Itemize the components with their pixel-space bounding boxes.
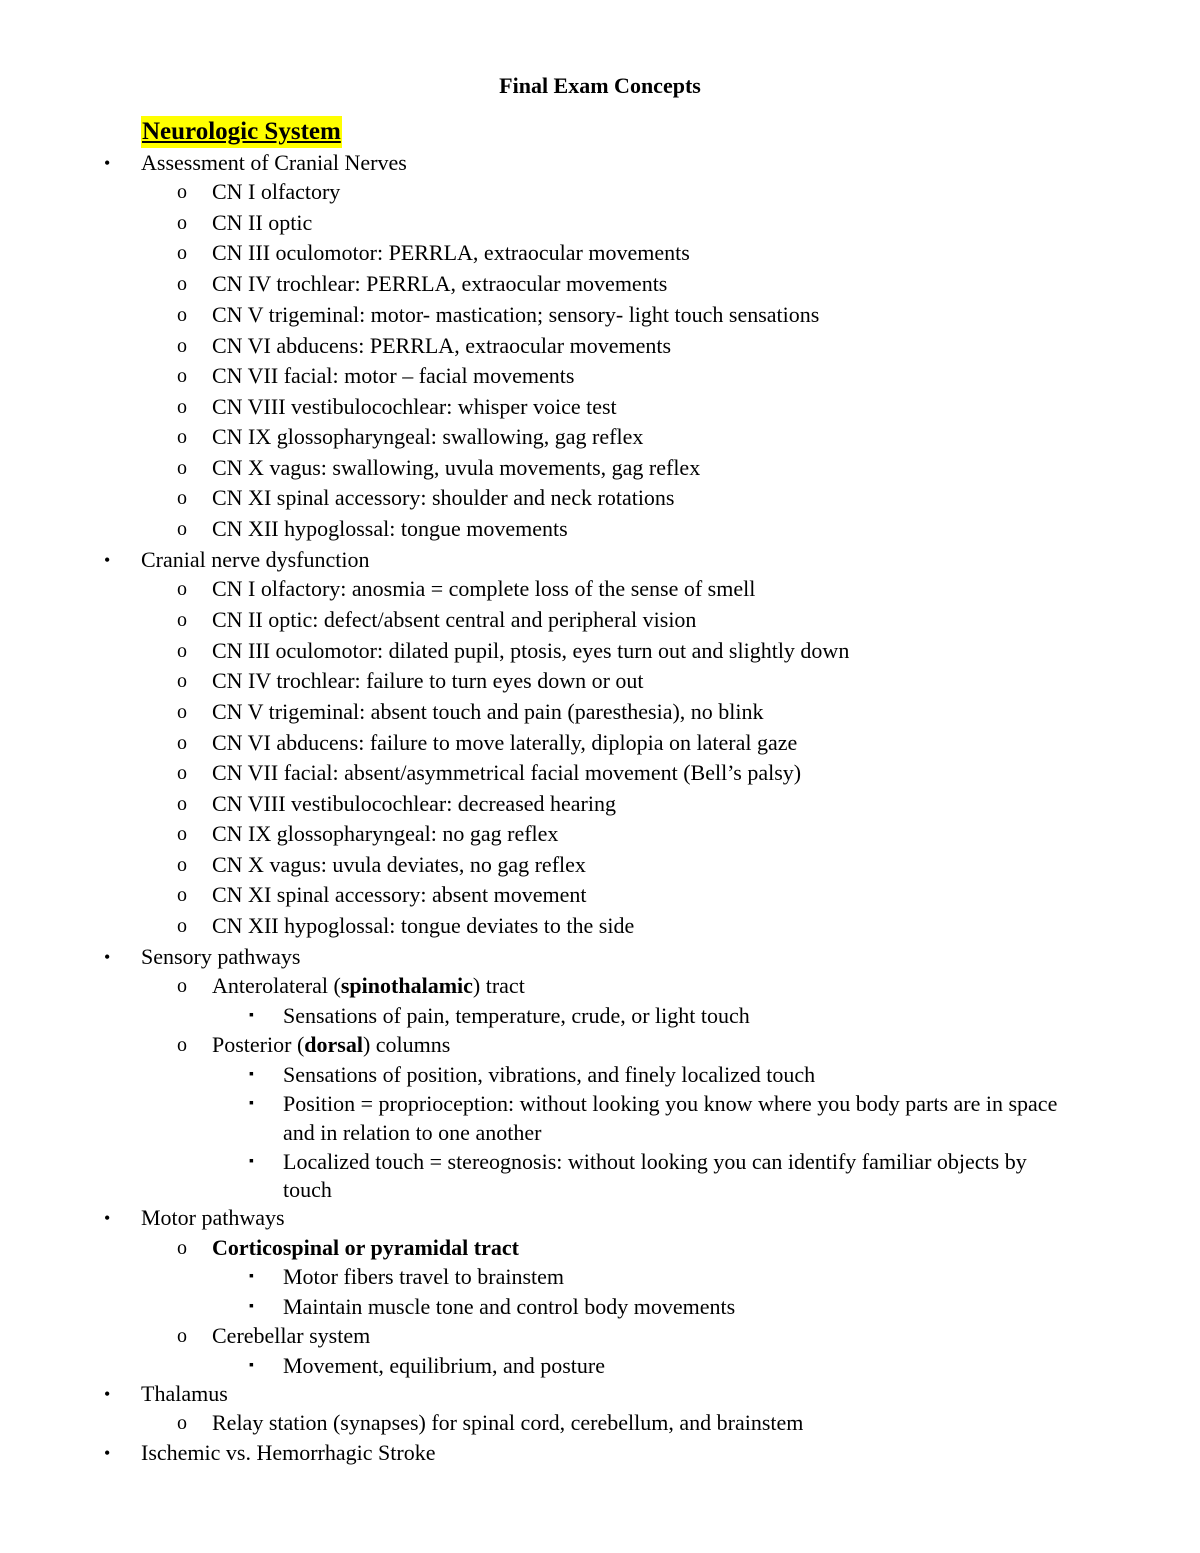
square-bullet-icon: ▪ (249, 1154, 254, 1169)
list-item-text: CN III oculomotor: PERRLA, extraocular movements (212, 240, 690, 265)
square-bullet-icon: ▪ (249, 1358, 254, 1373)
list-item-label: Motor pathways (141, 1205, 285, 1230)
list-item-text: CN VII facial: motor – facial movements (212, 363, 575, 388)
circle-bullet-icon: o (177, 304, 187, 326)
list-item-text: CN II optic: defect/absent central and peripheral vision (212, 607, 697, 632)
square-bullet-icon: ▪ (249, 1096, 254, 1111)
text-segment: ) tract (472, 973, 525, 998)
list-item-text: CN XII hypoglossal: tongue movements (212, 516, 568, 541)
circle-bullet-icon: o (177, 1237, 187, 1259)
text-segment: Anterolateral ( (212, 973, 341, 998)
circle-bullet-icon: o (177, 212, 187, 234)
list-item-text: Position = proprioception: without looking you know where you body parts are in space (283, 1091, 1058, 1116)
list-item-text: CN X vagus: uvula deviates, no gag reflex (212, 852, 586, 877)
bullet-icon: • (104, 1443, 111, 1463)
text-segment: ) columns (362, 1032, 451, 1057)
circle-bullet-icon: o (177, 915, 187, 937)
circle-bullet-icon: o (177, 365, 187, 387)
text-segment: Posterior ( (212, 1032, 305, 1057)
circle-bullet-icon: o (177, 884, 187, 906)
circle-bullet-icon: o (177, 640, 187, 662)
circle-bullet-icon: o (177, 578, 187, 600)
section-heading: Neurologic System (141, 116, 342, 148)
list-item-label: Cranial nerve dysfunction (141, 547, 370, 572)
circle-bullet-icon: o (177, 609, 187, 631)
circle-bullet-icon: o (177, 670, 187, 692)
bold-term: spinothalamic (340, 973, 473, 998)
list-item-text: CN IX glossopharyngeal: swallowing, gag reflex (212, 424, 644, 449)
circle-bullet-icon: o (177, 396, 187, 418)
list-item-text: CN VII facial: absent/asymmetrical facial movement (Bell’s palsy) (212, 760, 802, 785)
bold-term: dorsal (304, 1032, 363, 1057)
list-item-text: CN II optic (212, 210, 313, 235)
list-item-text (212, 1030, 450, 1060)
list-item-text: CN I olfactory (212, 179, 341, 204)
list-item-text: Motor fibers travel to brainstem (283, 1264, 565, 1289)
document-title: Final Exam Concepts (499, 73, 701, 98)
circle-bullet-icon: o (177, 1325, 187, 1347)
square-bullet-icon: ▪ (249, 1008, 254, 1023)
bullet-icon: • (104, 947, 111, 967)
list-item-text: CN XI spinal accessory: absent movement (212, 882, 587, 907)
circle-bullet-icon: o (177, 487, 187, 509)
list-item-text: CN IV trochlear: failure to turn eyes down or out (212, 668, 644, 693)
circle-bullet-icon: o (177, 426, 187, 448)
list-item-text: Cerebellar system (212, 1323, 371, 1348)
circle-bullet-icon: o (177, 793, 187, 815)
circle-bullet-icon: o (177, 1412, 187, 1434)
list-item-text: CN IX glossopharyngeal: no gag reflex (212, 821, 559, 846)
bullet-icon: • (104, 1208, 111, 1228)
list-item-text: Corticospinal or pyramidal tract (212, 1235, 519, 1260)
list-item-continuation: touch (283, 1177, 332, 1202)
list-item-text (212, 971, 525, 1001)
circle-bullet-icon: o (177, 1034, 187, 1056)
circle-bullet-icon: o (177, 762, 187, 784)
list-item-text: CN V trigeminal: motor- mastication; sensory- light touch sensations (212, 302, 820, 327)
list-item-text: CN XI spinal accessory: shoulder and neck rotations (212, 485, 675, 510)
list-item-label: Assessment of Cranial Nerves (141, 150, 407, 175)
list-item-text: CN VIII vestibulocochlear: whisper voice test (212, 394, 617, 419)
list-item-continuation: and in relation to one another (283, 1120, 542, 1145)
square-bullet-icon: ▪ (249, 1269, 254, 1284)
circle-bullet-icon: o (177, 181, 187, 203)
list-item-text: CN X vagus: swallowing, uvula movements, gag reflex (212, 455, 701, 480)
list-item-text: Sensations of pain, temperature, crude, or light touch (283, 1003, 750, 1028)
circle-bullet-icon: o (177, 242, 187, 264)
circle-bullet-icon: o (177, 854, 187, 876)
circle-bullet-icon: o (177, 273, 187, 295)
bullet-icon: • (104, 1384, 111, 1404)
circle-bullet-icon: o (177, 975, 187, 997)
list-item-text: Sensations of position, vibrations, and finely localized touch (283, 1062, 816, 1087)
circle-bullet-icon: o (177, 701, 187, 723)
list-item-label: Sensory pathways (141, 944, 301, 969)
list-item-text: CN III oculomotor: dilated pupil, ptosis, eyes turn out and slightly down (212, 638, 850, 663)
list-item-text: CN IV trochlear: PERRLA, extraocular movements (212, 271, 668, 296)
list-item-text: CN VI abducens: PERRLA, extraocular movements (212, 333, 672, 358)
circle-bullet-icon: o (177, 732, 187, 754)
circle-bullet-icon: o (177, 335, 187, 357)
list-item-text: CN XII hypoglossal: tongue deviates to the side (212, 913, 635, 938)
list-item-text: CN I olfactory: anosmia = complete loss of the sense of smell (212, 576, 756, 601)
bullet-icon: • (104, 153, 111, 173)
bullet-icon: • (104, 550, 111, 570)
list-item-text: Maintain muscle tone and control body movements (283, 1294, 736, 1319)
list-item-label: Thalamus (141, 1381, 228, 1406)
list-item-label: Ischemic vs. Hemorrhagic Stroke (141, 1440, 436, 1465)
list-item-text: CN V trigeminal: absent touch and pain (paresthesia), no blink (212, 699, 764, 724)
circle-bullet-icon: o (177, 457, 187, 479)
square-bullet-icon: ▪ (249, 1067, 254, 1082)
circle-bullet-icon: o (177, 518, 187, 540)
list-item-text: Movement, equilibrium, and posture (283, 1353, 605, 1378)
list-item-text: Relay station (synapses) for spinal cord, cerebellum, and brainstem (212, 1410, 804, 1435)
list-item-text: Localized touch = stereognosis: without looking you can identify familiar objects by (283, 1149, 1027, 1174)
square-bullet-icon: ▪ (249, 1299, 254, 1314)
list-item-text: CN VIII vestibulocochlear: decreased hearing (212, 791, 616, 816)
circle-bullet-icon: o (177, 823, 187, 845)
list-item-text: CN VI abducens: failure to move laterally, diplopia on lateral gaze (212, 730, 798, 755)
